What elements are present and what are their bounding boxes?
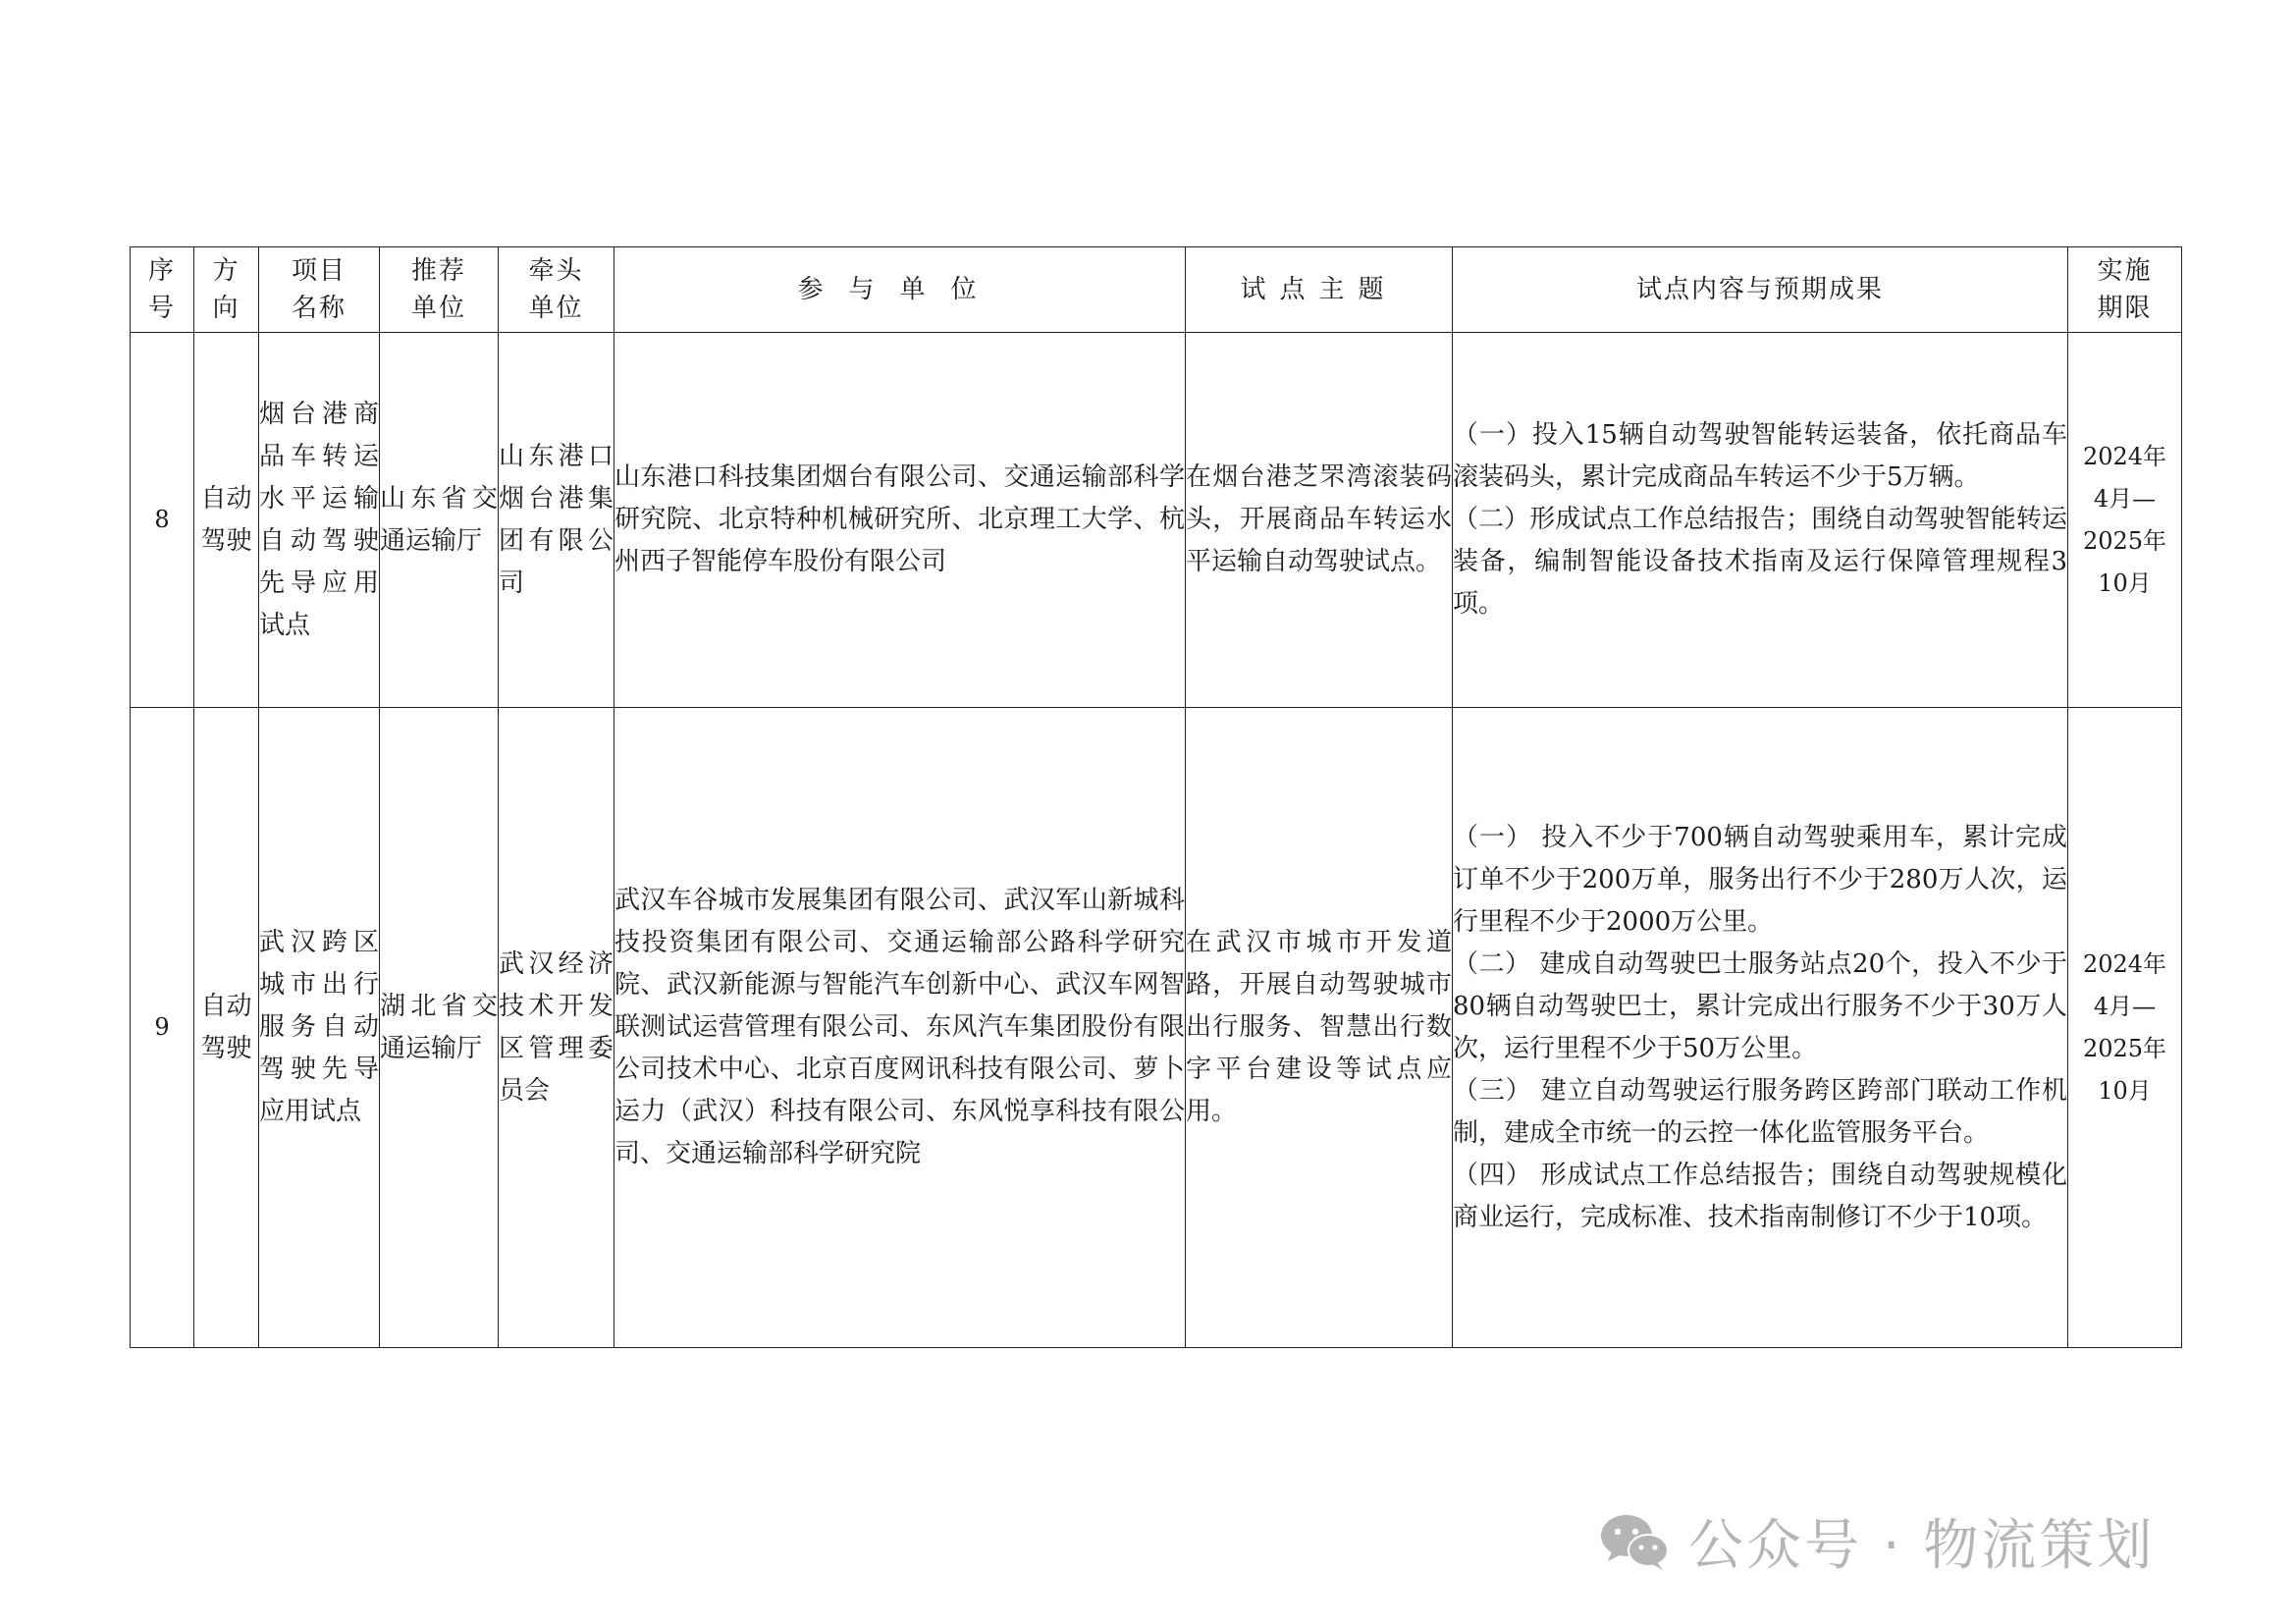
- cell-project: 烟台港商品车转运水平运输自动驾驶先导应用试点: [259, 333, 380, 708]
- header-content: 试点内容与预期成果: [1453, 247, 2068, 333]
- cell-seq: 8: [131, 333, 194, 708]
- watermark: [1598, 1502, 2155, 1581]
- header-theme: 试点主题: [1186, 247, 1453, 333]
- header-project: 项目 名称: [259, 247, 380, 333]
- cell-theme: 在武汉市城市开发道路，开展自动驾驶城市出行服务、智慧出行数字平台建设等试点应用。: [1186, 708, 1453, 1348]
- header-period: 实施 期限: [2068, 247, 2182, 333]
- cell-content: [1453, 333, 2068, 708]
- table-row: [131, 708, 2182, 1348]
- header-direction: 方 向: [194, 247, 259, 333]
- content-item: （四） 形成试点工作总结报告；围绕自动驾驶规模化商业运行，完成标准、技术指南制修订不少于10项。: [1453, 1160, 2067, 1232]
- header-participants: 参与单位: [614, 247, 1186, 333]
- cell-recommender: 湖北省交通运输厅: [380, 708, 499, 1348]
- table-row: [131, 333, 2182, 708]
- cell-direction: 自动驾驶: [194, 333, 259, 708]
- header-seq: 序 号: [131, 247, 194, 333]
- cell-recommender: 山东省交通运输厅: [380, 333, 499, 708]
- watermark-text: 公众号 · 物流策划: [1688, 1514, 2156, 1578]
- cell-period: 2024年 4月— 2025年 10月: [2068, 333, 2182, 708]
- cell-lead: 武汉经济技术开发区管理委员会: [499, 708, 614, 1348]
- cell-theme: 在烟台港芝罘湾滚装码头，开展商品车转运水平运输自动驾驶试点。: [1186, 333, 1453, 708]
- cell-seq: 9: [131, 708, 194, 1348]
- cell-content: [1453, 708, 2068, 1348]
- cell-lead: 山东港口烟台港集团有限公司: [499, 333, 614, 708]
- cell-participants: 武汉车谷城市发展集团有限公司、武汉军山新城科技投资集团有限公司、交通运输部公路科学研究院、武汉新能源与智能汽车创新中心、武汉车网智联测试运营管理有限公司、东风汽车集团股份有限公司技术中心、北京百度网讯科技有限公司、萝卜运力（武汉）科技有限公司、东风悦享科技有限公司、交通运输部科学研究院: [614, 708, 1186, 1348]
- cell-participants: 山东港口科技集团烟台有限公司、交通运输部科学研究院、北京特种机械研究所、北京理工大学、杭州西子智能停车股份有限公司: [614, 333, 1186, 708]
- cell-direction: 自动驾驶: [194, 708, 259, 1348]
- content-item: （二）形成试点工作总结报告；围绕自动驾驶智能转运装备，编制智能设备技术指南及运行保障管理规程3项。: [1453, 505, 2067, 619]
- content-item: （三） 建立自动驾驶运行服务跨区跨部门联动工作机制，建成全市统一的云控一体化监管服务平台。: [1453, 1075, 2067, 1148]
- cell-project: 武汉跨区城市出行服务自动驾驶先导应用试点: [259, 708, 380, 1348]
- content-item: （一） 投入不少于700辆自动驾驶乘用车，累计完成订单不少于200万单，服务出行不少于280万人次，运行里程不少于2000万公里。: [1453, 822, 2067, 937]
- wechat-icon: [1598, 1510, 1673, 1573]
- header-row: [131, 247, 2182, 333]
- header-recommender: 推荐 单位: [380, 247, 499, 333]
- content-item: （一）投入15辆自动驾驶智能转运装备，依托商品车滚装码头，累计完成商品车转运不少于5万辆。: [1453, 420, 2067, 492]
- pilot-projects-table: [130, 246, 2182, 1348]
- header-lead: 牵头 单位: [499, 247, 614, 333]
- cell-period: 2024年 4月— 2025年 10月: [2068, 708, 2182, 1348]
- content-item: （二） 建成自动驾驶巴士服务站点20个，投入不少于80辆自动驾驶巴士，累计完成出行服务不少于30万人次，运行里程不少于50万公里。: [1453, 948, 2067, 1063]
